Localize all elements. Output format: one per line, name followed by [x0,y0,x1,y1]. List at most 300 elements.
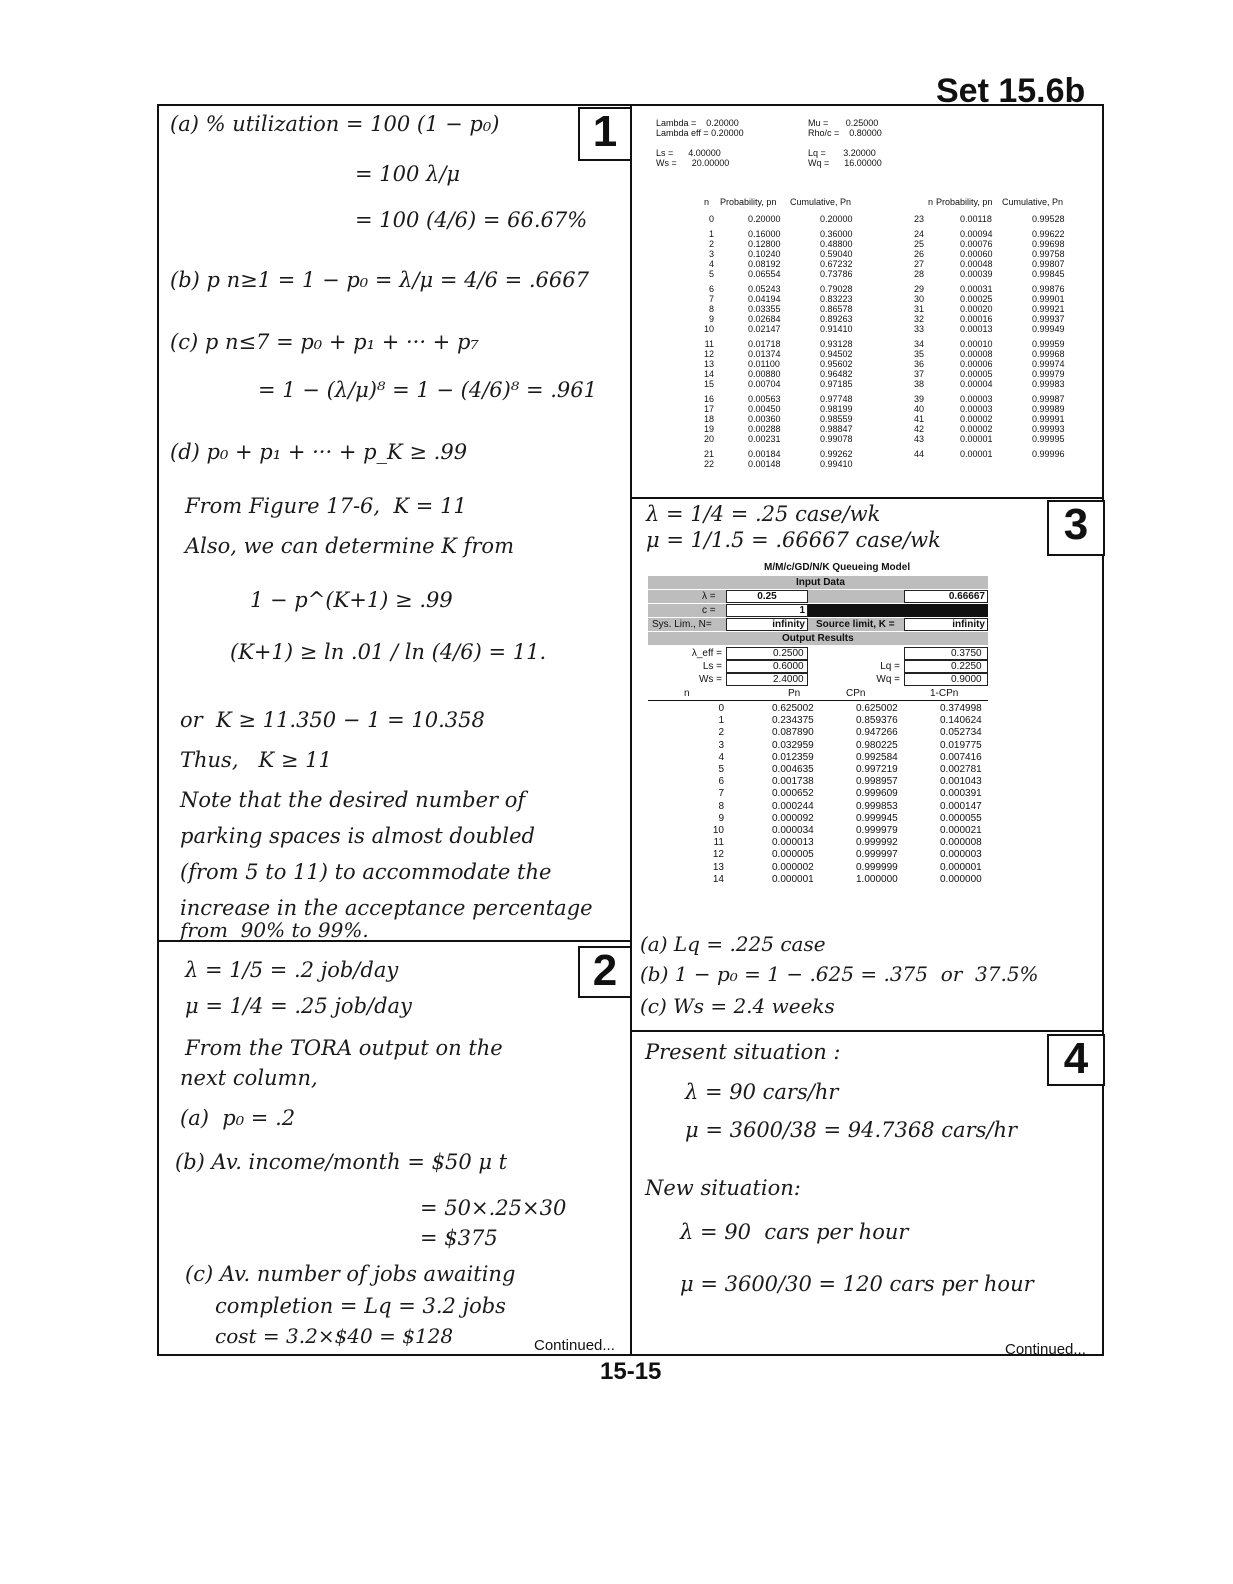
queue-cpn-column [856,703,898,886]
lq-label: Lq = [880,661,900,672]
solver-n-cell: 14 [703,369,714,379]
solver-n-cell: 27 [913,259,924,269]
queue-cpn-cell: 0.998957 [856,776,898,788]
solver-n-cell: 38 [913,379,924,389]
solver-mu: Mu = 0.25000 [808,118,879,128]
queue-1-cpn-cell: 0.000021 [940,825,982,837]
solver-n-cell: 30 [913,294,924,304]
solver-probability-cell: 0.00002 [960,414,993,424]
divider-solver-p3 [630,497,1104,499]
table-header-rule [648,700,988,701]
output-results-label: Output Results [782,633,854,644]
input-data-header [648,576,988,589]
queue-pn-cell: 0.234375 [772,715,814,727]
solver-n-cell: 8 [708,304,714,314]
queue-n-cell: 1 [718,715,724,727]
handwritten-line: Also, we can determine K from [185,534,514,558]
solver-n-cell: 34 [913,339,924,349]
queue-pn-cell: 0.000013 [772,837,814,849]
divider-p3-p4 [630,1030,1104,1032]
problem-number-badge: 3 [1047,500,1105,556]
queue-cpn-cell: 0.947266 [856,727,898,739]
lambda-label: λ = [702,591,716,602]
solver-cumulative-cell: 0.36000 [820,229,853,239]
solver-probability-cell: 0.06554 [748,269,781,279]
problem-number-badge: 4 [1047,1034,1105,1086]
solver-n-cell: 1 [708,229,714,239]
solver-n-column-left [700,214,714,469]
solver-cumulative-cell: 0.93128 [820,339,853,349]
solver-n-cell: 39 [913,394,924,404]
queue-n-cell: 0 [718,703,724,714]
queue-1-cpn-cell: 0.000008 [940,837,982,849]
queue-1-cpn-cell: 0.140624 [940,715,982,727]
solver-probability-cell: 0.00231 [748,434,781,444]
handwritten-line: (a) Lq = .225 case [640,932,826,956]
solver-cumulative-cell: 0.99078 [820,434,853,444]
handwritten-line: cost = 3.2×$40 = $128 [215,1324,454,1348]
solver-n-cell: 29 [913,284,924,294]
wq-value: 0.9000 [904,673,988,686]
solver-cumulative-column-right [1032,214,1065,459]
solver-cumulative-cell: 0.99698 [1032,239,1065,249]
col-header: Cumulative, Pn [1002,197,1064,207]
table-header-cpn: CPn [846,688,866,699]
solver-cumulative-cell: 0.59040 [820,249,853,259]
solver-probability-cell: 0.00004 [960,379,993,389]
queue-pn-cell: 0.000001 [772,873,814,885]
solver-cumulative-cell: 0.99876 [1032,284,1065,294]
solver-cumulative-cell: 0.98199 [820,404,853,414]
solver-probability-cell: 0.00025 [960,294,993,304]
handwritten-line: 1 − p^(K+1) ≥ .99 [250,588,453,612]
solver-n-cell: 24 [913,229,924,239]
handwritten-line: (b) p n≥1 = 1 − p₀ = λ/μ = 4/6 = .6667 [170,268,590,292]
queue-cpn-cell: 0.999853 [856,800,898,812]
queue-1-cpn-cell: 0.000001 [940,861,982,873]
queue-n-cell: 8 [718,800,724,812]
solver-probability-cell: 0.00020 [960,304,993,314]
queue-n-cell: 6 [718,776,724,788]
queue-n-cell: 10 [712,825,724,837]
solver-probability-cell: 0.00094 [960,229,993,239]
rho-value: 0.3750 [904,647,988,660]
solver-cumulative-cell: 0.99995 [1032,434,1065,444]
solver-n-cell: 2 [708,239,714,249]
c-label: c = [702,605,716,616]
solver-cumulative-cell: 0.99845 [1032,269,1065,279]
queue-cpn-cell: 0.999945 [856,812,898,824]
ws-label: Ws = [698,674,722,685]
problem-number-badge: 2 [578,946,632,998]
queue-n-cell: 5 [718,764,724,776]
solver-n-cell: 42 [913,424,924,434]
solver-cumulative-cell: 0.99410 [820,459,853,469]
queue-1-cpn-cell: 0.000000 [940,873,982,885]
solver-probability-cell: 0.01718 [748,339,781,349]
queue-1-cpn-cell: 0.000055 [940,812,982,824]
solver-probability-cell: 0.00005 [960,369,993,379]
solver-cumulative-cell: 0.99622 [1032,229,1065,239]
solver-cumulative-cell: 0.99996 [1032,449,1065,459]
solver-cumulative-cell: 0.79028 [820,284,853,294]
queue-cpn-cell: 0.999992 [856,837,898,849]
solver-n-cell: 16 [703,394,714,404]
solver-cumulative-cell: 0.96482 [820,369,853,379]
solver-n-cell: 43 [913,434,924,444]
queue-cpn-cell: 0.999979 [856,825,898,837]
queue-1-cpn-cell: 0.000391 [940,788,982,800]
syslim-input[interactable]: infinity [726,618,808,631]
solver-probability-cell: 0.00288 [748,424,781,434]
solver-probability-cell: 0.00048 [960,259,993,269]
queue-1-cpn-cell: 0.000147 [940,800,982,812]
solver-cumulative-cell: 0.99921 [1032,304,1065,314]
handwritten-line: New situation: [645,1176,801,1200]
leff-label: λ_eff = [691,648,722,659]
col-header: n [928,197,934,207]
solver-cumulative-cell: 0.95602 [820,359,853,369]
solver-n-cell: 36 [913,359,924,369]
solver-cumulative-cell: 0.99807 [1032,259,1065,269]
solver-rho: Rho/c = 0.80000 [808,128,882,138]
continued-label: Continued... [1005,1341,1086,1358]
solver-n-cell: 17 [703,404,714,414]
solver-probability-cell: 0.02147 [748,324,781,334]
solver-n-cell: 31 [913,304,924,314]
handwritten-line: Thus, K ≥ 11 [180,748,332,772]
handwritten-line: μ = 3600/38 = 94.7368 cars/hr [685,1118,1018,1142]
solver-probability-column-right [960,214,993,459]
solver-lq: Lq = 3.20000 [808,148,876,158]
blacked-out-cell [808,604,988,617]
solver-cumulative-cell: 0.97748 [820,394,853,404]
solver-cumulative-cell: 0.98847 [820,424,853,434]
queue-cpn-cell: 0.992584 [856,751,898,763]
lambda-input[interactable]: 0.25 [726,590,808,603]
solver-probability-cell: 0.00010 [960,339,993,349]
solver-n-cell: 33 [913,324,924,334]
queue-n-cell: 13 [712,861,724,873]
queue-1-cpn-cell: 0.000003 [940,849,982,861]
handwritten-line: or K ≥ 11.350 − 1 = 10.358 [180,708,485,732]
queue-n-cell: 11 [713,837,724,849]
solver-probability-cell: 0.00704 [748,379,781,389]
solver-cumulative-cell: 0.91410 [820,324,853,334]
solver-ws: Ws = 20.00000 [656,158,730,168]
solver-n-column-right [908,214,924,459]
solver-n-cell: 19 [703,424,714,434]
solver-n-cell: 32 [913,314,924,324]
queue-n-column [700,703,724,886]
solver-probability-cell: 0.04194 [748,294,781,304]
solver-probability-cell: 0.03355 [748,304,781,314]
solver-lambda: Lambda = 0.20000 [656,118,739,128]
queue-pn-cell: 0.000652 [772,788,814,800]
queue-n-cell: 3 [718,739,724,751]
solver-cumulative-cell: 0.99949 [1032,324,1065,334]
solver-probability-cell: 0.00003 [960,394,993,404]
handwritten-line: (b) 1 − p₀ = 1 − .625 = .375 or 37.5% [640,962,1039,986]
leff-value: 0.2500 [726,647,808,660]
queue-pn-cell: 0.000092 [772,812,814,824]
solver-n-cell: 25 [913,239,924,249]
queue-n-cell: 14 [712,873,724,885]
solver-probability-cell: 0.10240 [748,249,781,259]
handwritten-line: parking spaces is almost doubled [180,824,535,848]
source-limit-input[interactable]: infinity [904,618,988,631]
solver-cumulative-cell: 0.73786 [820,269,853,279]
handwritten-line: next column, [180,1066,318,1090]
queue-1-cpn-cell: 0.001043 [940,776,982,788]
solver-probability-cell: 0.00060 [960,249,993,259]
solver-cumulative-cell: 0.99262 [820,449,853,459]
handwritten-line: λ = 90 cars per hour [680,1220,909,1244]
queue-cpn-cell: 1.000000 [856,873,898,885]
solver-cumulative-cell: 0.99979 [1032,369,1065,379]
solver-n-cell: 41 [913,414,924,424]
solver-cumulative-cell: 0.99937 [1032,314,1065,324]
handwritten-line: (d) p₀ + p₁ + ··· + p_K ≥ .99 [170,440,468,464]
handwritten-line: increase in the acceptance percentage [180,896,593,920]
handwritten-line: μ = 1/1.5 = .66667 case/wk [646,528,941,552]
solver-n-cell: 40 [913,404,924,414]
queue-cpn-cell: 0.999609 [856,788,898,800]
solver-probability-cell: 0.20000 [748,214,781,224]
queue-1-cpn-cell: 0.374998 [940,703,982,714]
solver-cumulative-cell: 0.99983 [1032,379,1065,389]
table-header-n: n [684,688,690,699]
page-number: 15-15 [600,1358,662,1385]
table-header-1-cpn: 1-CPn [930,688,959,699]
handwritten-line: (b) Av. income/month = $50 μ t [175,1150,508,1174]
handwritten-line: (c) p n≤7 = p₀ + p₁ + ··· + p₇ [170,330,479,354]
solver-n-cell: 18 [703,414,714,424]
handwritten-line: μ = 3600/30 = 120 cars per hour [680,1272,1034,1296]
solver-n-cell: 4 [708,259,714,269]
solver-n-cell: 15 [703,379,714,389]
queue-pn-cell: 0.000005 [772,849,814,861]
solver-cumulative-column-left [820,214,853,469]
queue-pn-cell: 0.625002 [772,703,814,714]
solver-cumulative-cell: 0.83223 [820,294,853,304]
solver-n-cell: 22 [703,459,714,469]
solver-n-cell: 35 [913,349,924,359]
solver-probability-cell: 0.12800 [748,239,781,249]
solver-probability-cell: 0.00039 [960,269,993,279]
queue-n-cell: 9 [718,812,724,824]
continued-label: Continued... [534,1337,615,1354]
handwritten-line: (from 5 to 11) to accommodate the [180,860,552,884]
output-results-header [648,632,988,645]
handwritten-line: λ = 1/5 = .2 job/day [185,958,399,982]
handwritten-line: (a) % utilization = 100 (1 − p₀) [170,112,500,136]
solver-n-cell: 5 [708,269,714,279]
col-header: Probability, pn [720,197,777,207]
solver-n-cell: 0 [708,214,714,224]
queue-cpn-cell: 0.625002 [856,703,898,714]
solver-ls: Ls = 4.00000 [656,148,721,158]
lq-value: 0.2250 [904,660,988,673]
solver-lambda-eff: Lambda eff = 0.20000 [656,128,744,138]
solver-n-cell: 20 [703,434,714,444]
solver-cumulative-cell: 0.99993 [1032,424,1065,434]
queue-n-cell: 7 [718,788,724,800]
solver-probability-cell: 0.00563 [748,394,781,404]
syslim-label: Sys. Lim., N= [652,619,712,630]
solver-probability-cell: 0.01100 [748,359,780,369]
handwritten-line: completion = Lq = 3.2 jobs [215,1294,506,1318]
solver-n-cell: 26 [913,249,924,259]
solver-probability-cell: 0.00184 [748,449,781,459]
handwritten-line: μ = 1/4 = .25 job/day [185,994,412,1018]
queue-1-cpn-cell: 0.007416 [940,751,982,763]
solver-cumulative-cell: 0.89263 [820,314,853,324]
solver-probability-cell: 0.05243 [748,284,781,294]
solver-probability-cell: 0.00008 [960,349,993,359]
solver-probability-cell: 0.00001 [960,449,993,459]
solver-cumulative-cell: 0.67232 [820,259,853,269]
solver-n-cell: 12 [703,349,714,359]
queue-pn-cell: 0.000244 [772,800,814,812]
ws-value: 2.4000 [726,673,808,686]
page-title: Set 15.6b [936,72,1086,110]
solver-probability-cell: 0.16000 [748,229,781,239]
solver-n-cell: 44 [913,449,924,459]
c-input[interactable]: 1 [726,604,808,617]
handwritten-line: Present situation : [645,1040,841,1064]
handwritten-line: = 100 λ/μ [355,162,461,186]
queue-pn-cell: 0.001738 [772,776,814,788]
solver-probability-cell: 0.00031 [960,284,993,294]
solver-cumulative-cell: 0.20000 [820,214,853,224]
queue-1-cpn-cell: 0.002781 [940,764,982,776]
solver-cumulative-cell: 0.48800 [820,239,853,249]
solver-n-cell: 11 [704,339,714,349]
handwritten-line: λ = 1/4 = .25 case/wk [646,502,881,526]
source-limit-label: Source limit, K = [816,619,895,630]
solver-probability-cell: 0.02684 [748,314,781,324]
solver-probability-cell: 0.00006 [960,359,993,369]
ls-value: 0.6000 [726,660,808,673]
queue-n-cell: 12 [712,849,724,861]
solver-n-cell: 9 [708,314,714,324]
solver-probability-cell: 0.00148 [748,459,781,469]
col-header: n [704,197,710,207]
queue-cpn-cell: 0.997219 [856,764,898,776]
queue-cpn-cell: 0.999999 [856,861,898,873]
handwritten-line: (K+1) ≥ ln .01 / ln (4/6) = 11. [230,640,547,664]
solver-cumulative-cell: 0.99987 [1032,394,1065,404]
solver-probability-cell: 0.01374 [748,349,781,359]
handwritten-line: = 1 − (λ/μ)⁸ = 1 − (4/6)⁸ = .961 [258,378,597,402]
queue-pn-cell: 0.004635 [772,764,814,776]
solver-cumulative-cell: 0.99989 [1032,404,1065,414]
queue-cpn-cell: 0.999997 [856,849,898,861]
solver-probability-cell: 0.00076 [960,239,993,249]
handwritten-line: Note that the desired number of [180,788,526,812]
solver-cumulative-cell: 0.99528 [1032,214,1065,224]
solver-probability-cell: 0.00118 [960,214,992,224]
solver-cumulative-cell: 0.99901 [1032,294,1065,304]
solver-n-cell: 28 [913,269,924,279]
queue-cpn-cell: 0.859376 [856,715,898,727]
solver-probability-cell: 0.00001 [960,434,993,444]
handwritten-line: From Figure 17-6, K = 11 [185,494,467,518]
solver-n-cell: 7 [708,294,714,304]
queue-pn-column [772,703,814,886]
handwritten-line: = $375 [420,1226,498,1250]
solver-n-cell: 3 [708,249,714,259]
queue-pn-cell: 0.000002 [772,861,814,873]
solver-cumulative-cell: 0.99758 [1032,249,1065,259]
problem-number-badge: 1 [578,107,632,161]
model-title: M/M/c/GD/N/K Queueing Model [764,562,911,573]
solver-wq: Wq = 16.00000 [808,158,882,168]
solver-probability-cell: 0.00003 [960,404,993,414]
queue-pn-cell: 0.087890 [772,727,814,739]
solver-probability-column-left [748,214,781,469]
col-header: Cumulative, Pn [790,197,852,207]
handwritten-line: = 50×.25×30 [420,1196,567,1220]
queue-pn-cell: 0.012359 [772,751,814,763]
solver-cumulative-cell: 0.97185 [820,379,853,389]
mu-input[interactable]: 0.66667 [904,590,988,603]
col-header: Probability, pn [936,197,993,207]
queue-pn-cell: 0.000034 [772,825,814,837]
queue-1-cpn-cell: 0.052734 [940,727,982,739]
solver-n-cell: 6 [708,284,714,294]
column-divider [630,104,632,1356]
solver-probability-cell: 0.00880 [748,369,781,379]
handwritten-line: From the TORA output on the [185,1036,503,1060]
solver-cumulative-cell: 0.94502 [820,349,853,359]
solver-probability-cell: 0.00450 [748,404,781,414]
solver-probability-cell: 0.00360 [748,414,781,424]
queue-pn-cell: 0.032959 [772,739,814,751]
table-header-pn: Pn [788,688,801,699]
queue-1-cpn-cell: 0.019775 [940,739,982,751]
handwritten-line: (c) Av. number of jobs awaiting [185,1262,516,1286]
solver-n-cell: 23 [913,214,924,224]
handwritten-line: (a) p₀ = .2 [180,1106,296,1130]
solver-probability-cell: 0.00002 [960,424,993,434]
wq-label: Wq = [876,674,900,685]
solver-cumulative-cell: 0.99968 [1032,349,1065,359]
queue-n-cell: 2 [718,727,724,739]
queue-cpn-cell: 0.980225 [856,739,898,751]
solver-n-cell: 37 [913,369,924,379]
solver-probability-cell: 0.08192 [748,259,781,269]
solver-cumulative-cell: 0.99974 [1032,359,1065,369]
solver-probability-cell: 0.00013 [960,324,993,334]
handwritten-line: λ = 90 cars/hr [685,1080,839,1104]
solver-cumulative-cell: 0.99959 [1032,339,1065,349]
solver-n-cell: 10 [703,324,714,334]
solver-cumulative-cell: 0.98559 [820,414,853,424]
solver-cumulative-cell: 0.86578 [820,304,853,314]
handwritten-line: from 90% to 99%. [180,918,369,942]
solver-n-cell: 13 [703,359,714,369]
solver-cumulative-cell: 0.99991 [1032,414,1065,424]
handwritten-line: (c) Ws = 2.4 weeks [640,994,835,1018]
input-data-label: Input Data [796,577,845,588]
solver-probability-cell: 0.00016 [960,314,993,324]
solver-n-cell: 21 [703,449,714,459]
queue-n-cell: 4 [718,751,724,763]
ls-label: Ls = [702,661,722,672]
handwritten-line: = 100 (4/6) = 66.67% [355,208,588,232]
